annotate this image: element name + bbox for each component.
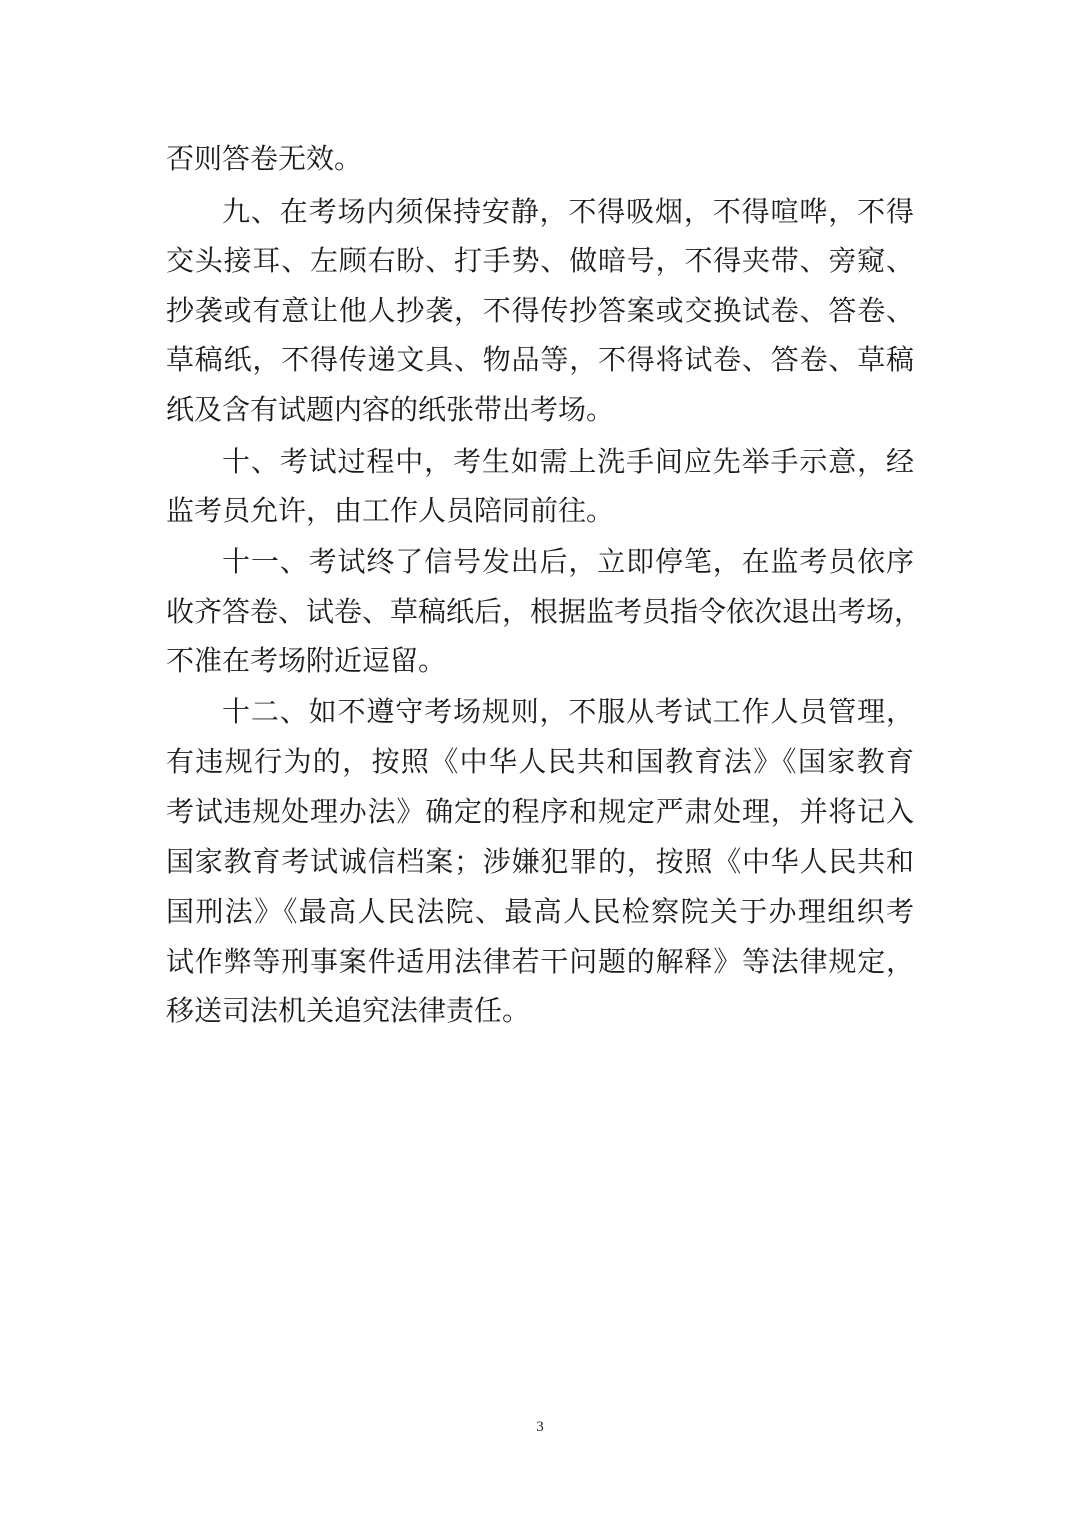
body-line: 否则答卷无效。 <box>166 142 363 175</box>
body-line: 十二、如不遵守考场规则，不服从考试工作人员管理， <box>222 695 914 728</box>
body-line: 有违规行为的，按照《中华人民共和国教育法》《国家教育 <box>166 745 914 778</box>
body-line: 草稿纸，不得传递文具、物品等，不得将试卷、答卷、草稿 <box>166 343 914 376</box>
body-line: 不准在考场附近逗留。 <box>166 644 447 677</box>
body-line: 监考员允许，由工作人员陪同前往。 <box>166 494 615 527</box>
body-line: 国刑法》《最高人民法院、最高人民检察院关于办理组织考 <box>166 895 914 928</box>
body-line: 移送司法机关追究法律责任。 <box>166 994 531 1027</box>
body-line: 抄袭或有意让他人抄袭，不得传抄答案或交换试卷、答卷、 <box>166 294 914 327</box>
body-line: 考试违规处理办法》确定的程序和规定严肃处理，并将记入 <box>166 795 914 828</box>
body-line: 纸及含有试题内容的纸张带出考场。 <box>166 393 615 426</box>
body-line: 十一、考试终了信号发出后，立即停笔，在监考员依序 <box>222 545 914 578</box>
body-line: 交头接耳、左顾右盼、打手势、做暗号，不得夹带、旁窥、 <box>166 244 914 277</box>
body-line: 国家教育考试诚信档案；涉嫌犯罪的，按照《中华人民共和 <box>166 845 914 878</box>
body-line: 九、在考场内须保持安静，不得吸烟，不得喧哗，不得 <box>222 195 914 228</box>
body-line: 十、考试过程中，考生如需上洗手间应先举手示意，经 <box>222 445 914 478</box>
body-line: 试作弊等刑事案件适用法律若干问题的解释》等法律规定， <box>166 945 914 978</box>
body-line: 收齐答卷、试卷、草稿纸后，根据监考员指令依次退出考场， <box>166 595 923 628</box>
page-number: 3 <box>536 1419 544 1435</box>
